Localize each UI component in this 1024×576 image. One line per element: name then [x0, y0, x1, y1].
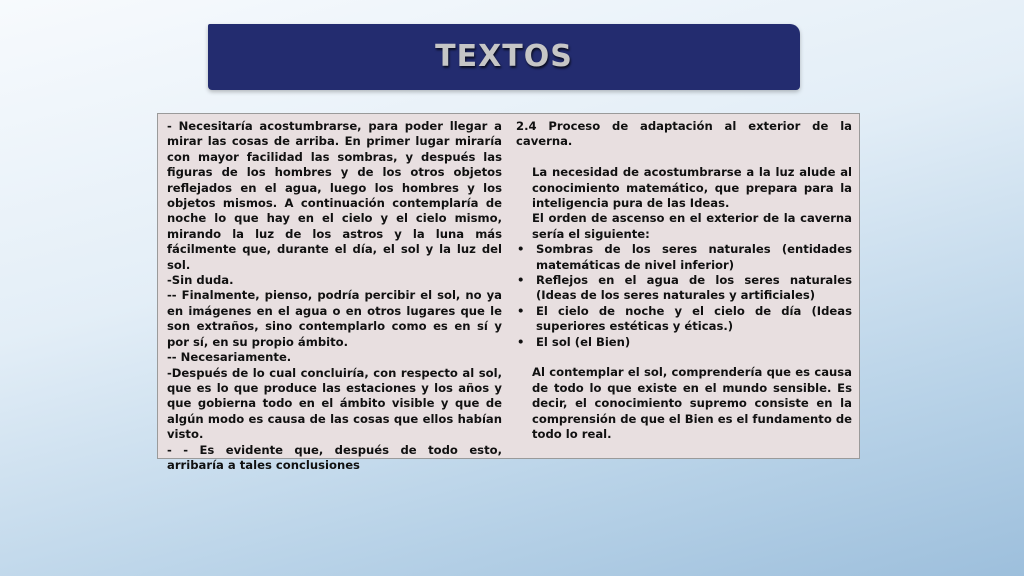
- slide-title: TEXTOS: [435, 38, 573, 74]
- spacer: [516, 350, 852, 365]
- dialogue-paragraph: -Sin duda.: [167, 273, 234, 288]
- spacer: [516, 150, 852, 165]
- dialogue-paragraph: -- Finalmente, pienso, podría percibir el sol, no ya en imágenes en el agua o en otros lugares que le son extraños, sino contemplarlo como es en sí y por sí, en su propio ámbito.: [167, 288, 502, 349]
- intro-paragraph: La necesidad de acostumbrarse a la luz alude al conocimiento matemático, que prepara para la inteligencia pura de las Ideas.: [532, 165, 852, 211]
- section-heading: 2.4 Proceso de adaptación al exterior de la caverna.: [516, 119, 852, 149]
- list-item: • El cielo de noche y el cielo de día (Ideas superiores estéticas y éticas.): [516, 304, 852, 335]
- title-banner: [208, 24, 800, 90]
- dialogue-paragraph: -Después de lo cual concluiría, con respecto al sol, que es lo que produce las estaciones y los años y que gobierna todo en el ámbito visible y que de algún modo es causa de las cosas que ellos habían visto.: [167, 365, 502, 442]
- ascent-list: [516, 242, 852, 350]
- list-item: • El sol (el Bien): [516, 335, 852, 350]
- list-item: • Sombras de los seres naturales (entidades matemáticas de nivel inferior): [516, 242, 852, 273]
- right-column-cell: [508, 114, 859, 458]
- content-table: [157, 113, 860, 472]
- conclusion-paragraph: Al contemplar el sol, comprendería que es causa de todo lo que existe en el mundo sensible. Es decir, el conocimiento supremo consiste en la comprensión de que el Bien es el fundamento de todo lo real.: [532, 365, 852, 442]
- dialogue-paragraph: -- Necesariamente.: [167, 350, 292, 365]
- dialogue-paragraph: - Necesitaría acostumbrarse, para poder llegar a mirar las cosas de arriba. En primer lugar miraría con mayor facilidad las sombras, y después las figuras de los hombres y de los otros objetos reflejados en el agua, luego los hombres y los objetos mismos. A continuación contemplaría de noche lo que hay en el cielo y el cielo mismo, mirando la luz de los astros y la luna más fácilmente que, durante el día, el sol y la luz del sol.: [167, 119, 502, 272]
- left-column-cell: [158, 114, 508, 472]
- list-item: • Reflejos en el agua de los seres naturales (Ideas de los seres naturales y artificiales): [516, 273, 852, 304]
- order-intro: El orden de ascenso en el exterior de la caverna sería el siguiente:: [532, 211, 852, 241]
- dialogue-paragraph: - - Es evidente que, después de todo esto, arribaría a tales conclusiones: [167, 442, 502, 472]
